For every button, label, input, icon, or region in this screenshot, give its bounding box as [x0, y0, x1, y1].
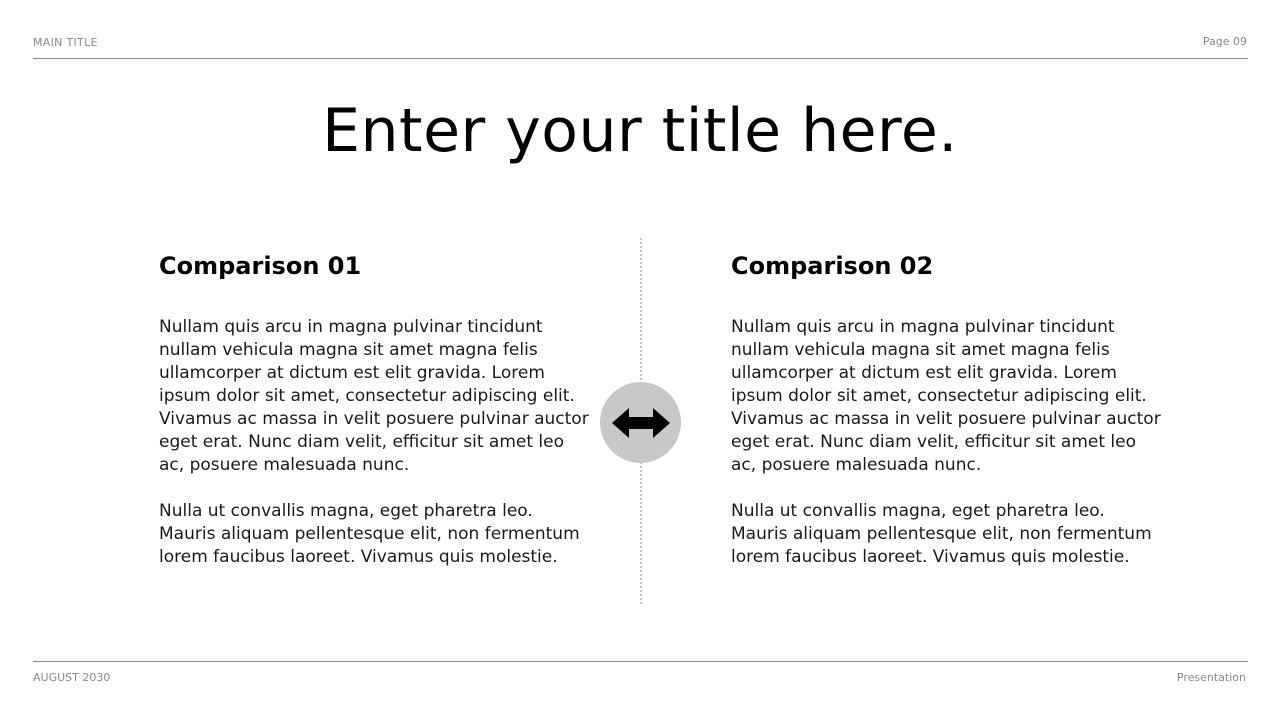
footer-label: Presentation [1176, 671, 1246, 684]
comparison-left-paragraph-1: Nullam quis arcu in magna pulvinar tincidunt nullam vehicula magna sit amet magna felis ullamcorper at dictum est elit gravida. Lorem ipsum dolor sit amet, consectetur adipiscing elit. Vivamus ac massa in velit posuere pulvinar auctor eget erat. Nunc diam velit, efficitur sit amet leo ac, posuere malesuada nunc. [159, 317, 589, 475]
footer-date: AUGUST 2030 [33, 671, 111, 684]
compare-circle [600, 382, 681, 463]
comparison-right-paragraph-1: Nullam quis arcu in magna pulvinar tincidunt nullam vehicula magna sit amet magna felis ullamcorper at dictum est elit gravida. Lorem ipsum dolor sit amet, consectetur adipiscing elit. Vivamus ac massa in velit posuere pulvinar auctor eget erat. Nunc diam velit, efficitur sit amet leo ac, posuere malesuada nunc. [731, 317, 1161, 475]
slide-title: Enter your title here. [322, 96, 958, 166]
header-label: MAIN TITLE [33, 36, 98, 49]
header-divider [33, 58, 1248, 59]
page-number: Page 09 [1202, 35, 1247, 48]
comparison-right-paragraph-2: Nulla ut convallis magna, eget pharetra leo. Mauris aliquam pellentesque elit, non fermentum lorem faucibus laoreet. Vivamus quis molestie. [731, 501, 1152, 567]
comparison-right-body [731, 316, 1161, 569]
footer-divider [33, 661, 1248, 662]
comparison-left [159, 250, 589, 569]
double-arrow-icon [612, 406, 670, 440]
comparison-left-body [159, 316, 589, 569]
comparison-left-paragraph-2: Nulla ut convallis magna, eget pharetra leo. Mauris aliquam pellentesque elit, non fermentum lorem faucibus laoreet. Vivamus quis molestie. [159, 501, 580, 567]
comparison-left-heading: Comparison 01 [159, 252, 362, 280]
comparison-right [731, 250, 1161, 569]
comparison-right-heading: Comparison 02 [731, 252, 934, 280]
